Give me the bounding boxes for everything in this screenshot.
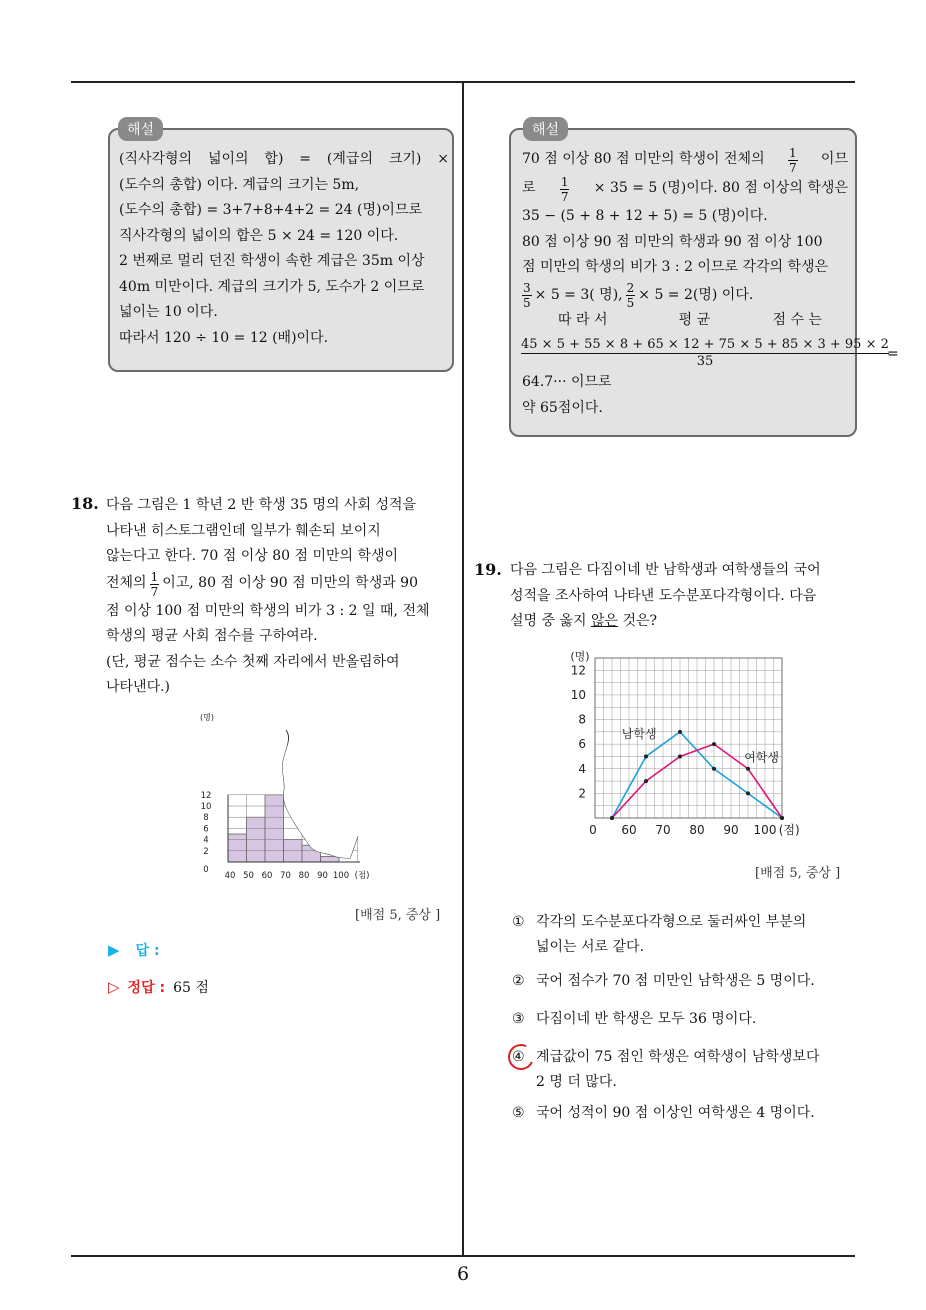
- question-text: 이고, 80 점 이상 90 점 미만의 학생과 90: [162, 575, 419, 592]
- solution-line: (도수의 총합) 이다. 계급의 크기는 5m,: [119, 176, 360, 193]
- x-axis-unit: (점): [778, 823, 800, 837]
- denominator: 7: [788, 160, 797, 175]
- solution-line: 따라서 120 ÷ 10 = 12 (배)이다.: [119, 329, 329, 346]
- data-point: [678, 730, 682, 734]
- numerator: 1: [150, 569, 159, 584]
- correct-answer-row: [108, 977, 209, 997]
- left-solution-box: [108, 128, 454, 372]
- numerator: 2: [626, 281, 635, 295]
- y-tick-label: 8: [578, 712, 586, 727]
- right-solution-tail: [522, 370, 612, 421]
- solution-line: [522, 174, 848, 204]
- data-point: [712, 767, 716, 771]
- solution-line: 2 번째로 멀리 던진 학생이 속한 계급은 35m 이상: [119, 253, 425, 269]
- fraction: [626, 281, 636, 310]
- y-axis-unit: (명): [200, 713, 214, 722]
- numerator: 3: [523, 281, 531, 295]
- question-number: 19.: [474, 560, 502, 579]
- average-numerator: 45 × 5 + 55 × 8 + 65 × 12 + 75 × 5 + 85 × 3 + 95 × 2: [521, 337, 889, 352]
- fraction: [150, 570, 160, 599]
- solution-line: 약 65점이다.: [522, 399, 603, 416]
- fraction: [560, 175, 570, 204]
- left-solution-text: [119, 147, 449, 351]
- denominator: 5: [523, 296, 531, 310]
- question-line: [106, 570, 451, 599]
- answer-row: [108, 940, 160, 960]
- solution-line: (직사각형의 넓이의 합) = (계급의 크기) ×: [119, 151, 449, 167]
- solution-line: 점 미만의 학생의 비가 3 : 2 이므로 각각의 학생은: [522, 259, 829, 275]
- x-tick-label: 70: [280, 871, 291, 881]
- equals-sign: =: [887, 346, 899, 362]
- option-number: ④: [512, 1049, 525, 1065]
- option-line: 계급값이 75 점인 학생은 여학생이 남학생보다: [536, 1049, 820, 1065]
- option-line: 국어 점수가 70 점 미만인 남학생은 5 명이다.: [536, 973, 815, 989]
- solution-text: 70 점 이상 80 점 미만의 학생이 전체의: [522, 151, 765, 168]
- y-axis-unit: (명): [570, 650, 590, 663]
- y-tick-label: 2: [203, 846, 209, 857]
- option-line: 국어 성적이 90 점 이상인 여학생은 4 명이다.: [536, 1105, 815, 1121]
- average-denominator: 35: [696, 354, 714, 369]
- data-point: [780, 816, 784, 820]
- correct-label: 정답 :: [127, 980, 166, 996]
- option-1[interactable]: [512, 910, 852, 960]
- question-line: 성적을 조사하여 나타낸 도수분포다각형이다. 다음: [510, 587, 817, 604]
- right-solution-text: [522, 146, 848, 329]
- solution-line: 35 − (5 + 8 + 12 + 5) = 5 (명)이다.: [522, 208, 768, 224]
- option-number: ③: [512, 1011, 525, 1027]
- option-number: ⑤: [512, 1105, 525, 1121]
- histogram-chart: [188, 708, 388, 883]
- solution-text: × 35 = 5 (명)이다. 80 점 이상의 학생은: [593, 180, 848, 197]
- y-tick-label: 10: [570, 687, 586, 702]
- correct-value: 65 점: [173, 980, 209, 996]
- question-line: [510, 609, 850, 635]
- solution-line: 40m 미만이다. 계급의 크기가 5, 도수가 2 이므로: [119, 278, 425, 295]
- y-tick-label: 8: [203, 813, 209, 824]
- y-tick-label: 12: [570, 663, 586, 678]
- option-2[interactable]: [512, 969, 852, 994]
- numerator: 1: [560, 174, 569, 189]
- question-line: 점 이상 100 점 미만의 학생의 비가 3 : 2 일 때, 전체: [106, 602, 430, 619]
- x-axis-unit: (점): [354, 871, 370, 881]
- y-tick-label: 4: [203, 835, 209, 846]
- series-label-boys: 남학생: [621, 727, 657, 741]
- x-tick-label: 80: [689, 823, 705, 837]
- denominator: 7: [560, 189, 569, 204]
- solution-text: 이므: [820, 151, 848, 168]
- option-text: [536, 1045, 820, 1095]
- x-tick-label: 40: [224, 871, 236, 881]
- x-tick-label: 50: [243, 871, 254, 881]
- x-tick-label: 0: [589, 823, 597, 837]
- question-line: 다음 그림은 다짐이네 반 남학생과 여학생들의 국어: [510, 562, 821, 578]
- option-line: 각각의 도수분포다각형으로 둘러싸인 부분의: [536, 914, 807, 930]
- y-tick-label: 4: [578, 761, 586, 776]
- options-list: [512, 910, 852, 1126]
- question-text: 설명 중 옳지: [510, 613, 587, 629]
- option-line: 다짐이네 반 학생은 모두 36 명이다.: [536, 1011, 757, 1027]
- x-tick-label: 70: [655, 823, 671, 837]
- option-line: 넓이는 서로 같다.: [536, 939, 645, 955]
- x-tick-label: 60: [621, 823, 637, 837]
- solution-text: × 5 = 3( 명),: [534, 286, 623, 303]
- solution-line: [522, 146, 848, 174]
- solution-text: × 5 = 2(명) 이다.: [638, 286, 754, 303]
- data-point: [746, 767, 750, 771]
- y-tick-label: 0: [203, 865, 209, 875]
- question-line: 학생의 평균 사회 점수를 구하여라.: [106, 628, 318, 644]
- solution-line: 80 점 이상 90 점 미만의 학생과 90 점 이상 100: [522, 233, 823, 250]
- solution-line: 따 라 서 평 균 점 수 는: [558, 311, 822, 328]
- question-line: 나타낸다.): [106, 679, 171, 695]
- y-tick-label: 6: [203, 824, 209, 835]
- option-line: 2 명 더 많다.: [536, 1074, 617, 1090]
- option-number: ②: [512, 973, 525, 989]
- question-18-text: [106, 493, 451, 701]
- question-line: 다음 그림은 1 학년 2 반 학생 35 명의 사회 성적을: [106, 497, 417, 513]
- frequency-polygon-chart: [560, 646, 810, 846]
- option-3[interactable]: [512, 1007, 852, 1032]
- solution-line: 64.7··· 이므로: [522, 374, 612, 390]
- y-tick-label: 6: [578, 737, 586, 752]
- question-line: (단, 평균 점수는 소수 첫째 자리에서 반올림하여: [106, 653, 400, 670]
- play-outline-icon: ▷: [108, 978, 120, 996]
- data-point: [610, 816, 614, 820]
- column-divider: [462, 82, 464, 1256]
- question-19-text: [510, 558, 850, 635]
- option-text: [536, 910, 806, 960]
- x-tick-label: 60: [261, 871, 273, 881]
- y-tick-label: 10: [200, 802, 212, 812]
- data-point: [712, 742, 716, 746]
- question-text: 전체의: [106, 575, 147, 592]
- y-tick-label: 12: [200, 790, 212, 801]
- solution-text: 로: [522, 180, 536, 197]
- data-point: [644, 779, 648, 783]
- question-line: 나타낸 히스토그램인데 일부가 훼손되 보이지: [106, 522, 381, 539]
- play-arrow-icon: ▶: [108, 941, 120, 959]
- histogram-bar: [321, 856, 340, 862]
- x-tick-label: 100: [332, 871, 350, 881]
- data-point: [746, 791, 750, 795]
- numerator: 1: [788, 145, 797, 160]
- option-4[interactable]: [512, 1045, 852, 1095]
- series-label-girls: 여학생: [744, 750, 779, 765]
- x-tick-label: 100: [753, 823, 777, 837]
- fraction: [522, 281, 532, 310]
- x-tick-label: 90: [723, 823, 739, 837]
- solution-line: [522, 281, 848, 311]
- denominator: 5: [626, 296, 635, 310]
- option-number: ①: [512, 914, 525, 930]
- solution-line: 넓이는 10 이다.: [119, 304, 218, 320]
- data-point: [678, 754, 682, 758]
- score-label: [배점 5, 중상 ]: [355, 908, 441, 923]
- solution-tag: 해설: [118, 117, 163, 141]
- solution-line: (도수의 총합) = 3+7+8+4+2 = 24 (명)이므로: [119, 202, 422, 218]
- solution-tag: 해설: [523, 117, 568, 141]
- average-fraction: [521, 337, 889, 369]
- solution-line: 직사각형의 넓이의 합은 5 × 24 = 120 이다.: [119, 227, 399, 244]
- histogram-bar: [228, 834, 247, 862]
- question-text: 것은?: [622, 613, 658, 629]
- page-number: 6: [456, 1263, 470, 1285]
- question-number: 18.: [71, 494, 99, 513]
- denominator: 7: [150, 584, 159, 599]
- fraction: [788, 146, 798, 175]
- score-label: [배점 5, 중상 ]: [755, 866, 841, 881]
- x-tick-label: 90: [317, 871, 328, 881]
- x-tick-label: 80: [298, 871, 310, 881]
- data-point: [644, 754, 648, 758]
- answer-label: 답 :: [135, 943, 160, 959]
- y-tick-label: 2: [578, 786, 586, 801]
- option-5[interactable]: [512, 1101, 852, 1126]
- torn-mask: [283, 708, 388, 858]
- underlined-word: 않은: [590, 613, 619, 629]
- question-line: 않는다고 한다. 70 점 이상 80 점 미만의 학생이: [106, 548, 399, 564]
- bottom-rule: [71, 1255, 855, 1257]
